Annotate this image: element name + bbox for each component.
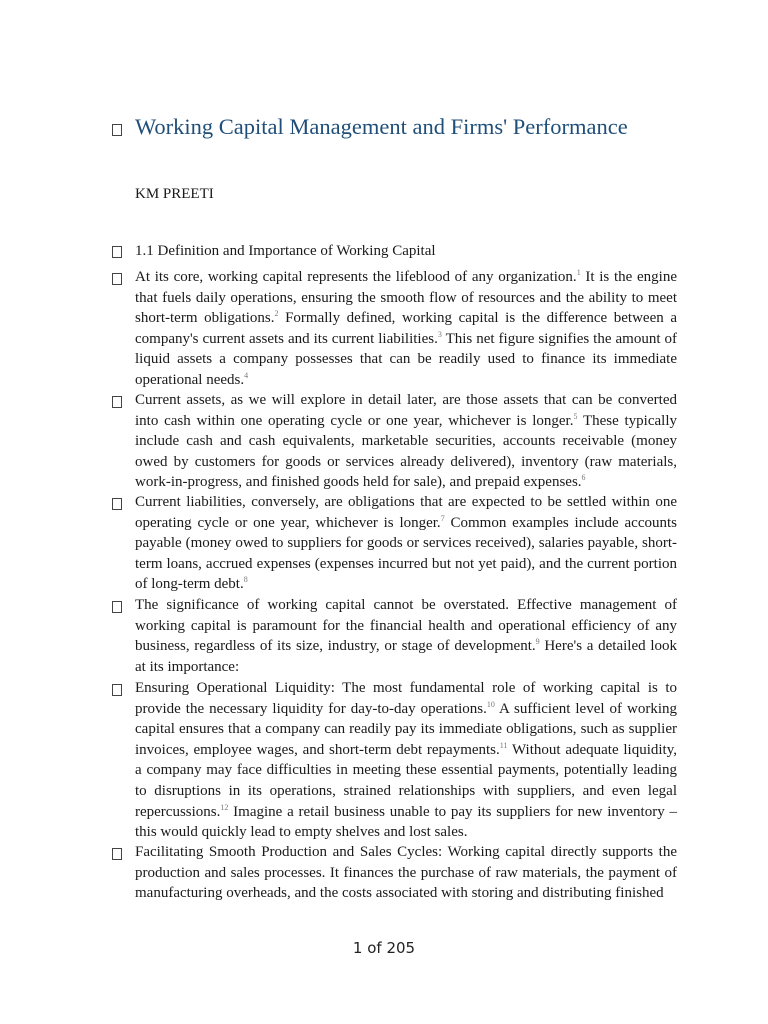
missing-glyph-icon bbox=[112, 498, 122, 510]
section-heading: 1.1 Definition and Importance of Working Capital bbox=[135, 243, 436, 259]
missing-glyph-icon bbox=[112, 396, 122, 408]
missing-glyph-icon bbox=[112, 848, 122, 860]
paragraph-text: Imagine a retail business unable to pay its suppliers for new inventory – this would quickly lead to empty shelves and lost sales. bbox=[135, 803, 677, 841]
paragraph bbox=[135, 595, 677, 677]
paragraph-text: Ensuring Operational Liquidity: The most fundamental role of working capital is to provide the necessary liquidity for day-to-day operations. bbox=[135, 680, 677, 717]
footnote-marker[interactable]: 8 bbox=[243, 575, 248, 585]
paragraph-text: The significance of working capital cannot be overstated. Effective management of working capital is paramount for the financial health and operational efficiency of any business, regardless of its size, industry, or stage of development. bbox=[135, 597, 677, 655]
footnote-marker[interactable]: 1 bbox=[576, 268, 581, 277]
paragraph bbox=[135, 678, 677, 843]
paragraph-text: These typically include cash and cash equivalents, marketable securities, accounts receivable (money owed by customers for goods or services already delivered), inventory (raw materials, work-in-progress, and finished goods held for sale), and prepaid expenses. bbox=[135, 412, 677, 491]
footnote-marker[interactable]: 4 bbox=[244, 370, 249, 380]
footnote-marker[interactable]: 12 bbox=[220, 802, 229, 812]
paragraph bbox=[135, 390, 677, 493]
footnote-marker[interactable]: 10 bbox=[486, 699, 495, 709]
paragraph-text: A sufficient level of working capital ensures that a company can readily pay its immediate obligations, such as supplier invoices, employee wages, and short-term debt repayments. bbox=[135, 700, 677, 758]
paragraph-text: At its core, working capital represents the lifeblood of any organization. bbox=[135, 269, 577, 285]
footnote-marker[interactable]: 3 bbox=[437, 329, 442, 339]
footnote-marker[interactable]: 9 bbox=[535, 637, 540, 647]
author-name: KM PREETI bbox=[135, 186, 214, 202]
paragraph bbox=[135, 267, 677, 391]
paragraph-text: Here's a detailed look at its importance: bbox=[135, 638, 677, 675]
document-title: Working Capital Management and Firms' Performance bbox=[135, 114, 628, 139]
paragraph bbox=[135, 492, 677, 595]
missing-glyph-icon bbox=[112, 684, 122, 696]
paragraph bbox=[135, 842, 677, 904]
paragraph-text: Without adequate liquidity, a company may face difficulties in meeting these essential payments, potentially leading to disruptions in its operations, strained relationships with suppliers, and even legal repercussions. bbox=[135, 741, 678, 820]
paragraph-text: Current liabilities, conversely, are obligations that are expected to be settled within one operating cycle or one year, whichever is longer. bbox=[135, 494, 677, 531]
footnote-marker[interactable]: 6 bbox=[581, 473, 586, 483]
footnote-marker[interactable]: 5 bbox=[573, 411, 578, 421]
paragraph-text: Formally defined, working capital is the difference between a company's current assets and its current liabilities. bbox=[135, 310, 677, 347]
missing-glyph-icon bbox=[112, 601, 122, 613]
paragraph-text: Facilitating Smooth Production and Sales Cycles: Working capital directly supports the production and sales processes. It finances the purchase of raw materials, the payment of manufacturing overheads, and the costs associated with storing and distributing finished bbox=[135, 844, 677, 902]
footnote-marker[interactable]: 7 bbox=[440, 513, 445, 523]
footnote-marker[interactable]: 11 bbox=[499, 740, 508, 750]
missing-glyph-icon bbox=[112, 246, 122, 258]
paragraph-text: This net figure signifies the amount of liquid assets a company possesses that can be readily used to finance its immediate operational needs. bbox=[135, 330, 677, 388]
footnote-marker[interactable]: 2 bbox=[274, 309, 279, 319]
missing-glyph-icon bbox=[112, 124, 122, 136]
missing-glyph-icon bbox=[112, 273, 122, 285]
paragraph-text: It is the engine that fuels daily operations, ensuring the smooth flow of resources and the ability to meet short-term obligations. bbox=[135, 269, 677, 327]
paragraph-text: Current assets, as we will explore in detail later, are those assets that can be converted into cash within one operating cycle or one year, whichever is longer. bbox=[135, 392, 677, 429]
paragraph-text: Common examples include accounts payable (money owed to suppliers for goods or services received), salaries payable, short-term loans, accrued expenses (expenses incurred but not yet paid), and the current portion of long-term debt. bbox=[135, 514, 677, 593]
page-indicator: 1 of 205 bbox=[352, 939, 416, 957]
